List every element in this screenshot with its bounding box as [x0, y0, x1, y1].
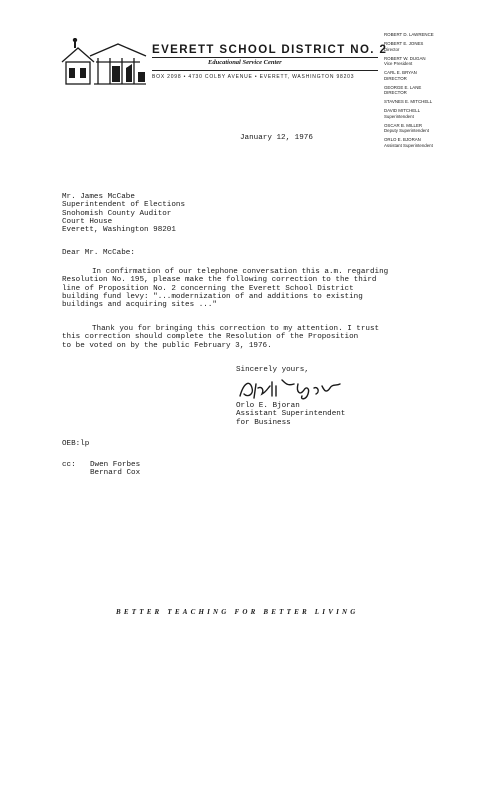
closing: Sincerely yours, [236, 366, 309, 374]
letterhead-rule-bottom [152, 70, 378, 71]
handwritten-signature [236, 376, 346, 402]
cc-recipient: Dwen Forbes [90, 461, 141, 469]
board-list [384, 32, 484, 152]
board-entry: ROBERT W. DUGAN Vice President [384, 55, 426, 67]
paragraph-line: building fund levy: "...modernization of and additions to existing [62, 292, 363, 301]
recipient-line: Everett, Washington 98201 [62, 226, 176, 235]
signer-title: Assistant Superintendent [236, 410, 346, 419]
signer-name: Orlo E. Bjoran [236, 402, 300, 410]
board-entry: ROBERT D. LAWRENCE [384, 32, 434, 37]
paragraph-line: to be voted on by the public February 3, 1976. [62, 341, 272, 350]
board-entry: ORLO E. BJORAN Assistant Superintendent [384, 137, 433, 149]
cc-label: cc: [62, 461, 76, 469]
reference-initials: OEB:lp [62, 440, 90, 448]
board-entry: DAVID MITCHELL Superintendent [384, 108, 421, 119]
paragraph-line: buildings and acquiring sites ..." [62, 301, 217, 310]
board-entry: ROBERT E. JONES Director [384, 40, 424, 52]
body-paragraph-2 [62, 325, 379, 350]
footer-motto: BETTER TEACHING FOR BETTER LIVING [116, 608, 359, 616]
body-paragraph-1 [62, 268, 388, 309]
recipient-line: Snohomish County Auditor [62, 209, 172, 218]
letterhead-rule-top [152, 57, 378, 58]
board-entry: GEORGE E. LANE DIRECTOR [384, 84, 422, 96]
district-address: BOX 2098 • 4730 COLBY AVENUE • EVERETT, WASHINGTON 98203 [152, 74, 355, 80]
cc-list [90, 461, 140, 478]
signer-block [236, 402, 345, 427]
paragraph-line: In confirmation of our telephone conversation this a.m. regarding [92, 268, 389, 276]
paragraph-line: Resolution No. 195, please make the following correction to the third [62, 276, 377, 285]
paragraph-line: this correction should complete the Resolution of the Proposition [62, 333, 359, 342]
school-building-logo [60, 38, 148, 88]
salutation: Dear Mr. McCabe: [62, 249, 135, 257]
board-entry: OSCAR B. MILLER Deputy Superintendent [384, 122, 429, 134]
board-entry: STAVNES E. MITCHELL [384, 99, 433, 105]
paragraph-line: line of Proposition No. 2 concerning the Everett School District [62, 284, 354, 293]
recipient-line: Superintendent of Elections [62, 201, 186, 210]
recipient-address [62, 193, 185, 234]
district-name: EVERETT SCHOOL DISTRICT NO. 2 [152, 44, 388, 56]
signer-department: for Business [236, 418, 291, 427]
paragraph-line: Thank you for bringing this correction to my attention. I trust [92, 325, 380, 333]
service-center-name: Educational Service Center [208, 59, 282, 66]
recipient-line: Mr. James McCabe [62, 193, 135, 201]
recipient-line: Court House [62, 217, 113, 226]
letter-date: January 12, 1976 [240, 134, 313, 142]
cc-recipient: Bernard Cox [90, 469, 141, 478]
board-entry: CARL E. BRYAN DIRECTOR [384, 70, 417, 81]
